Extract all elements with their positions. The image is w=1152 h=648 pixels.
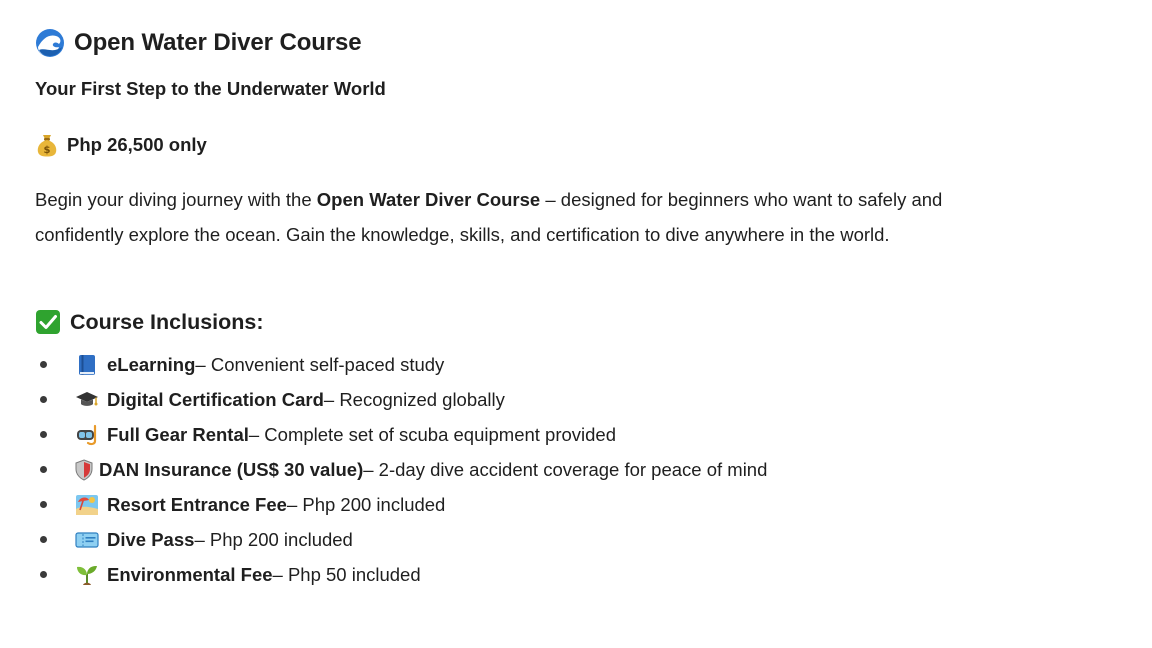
intro-suffix: – designed for beginners who want to safely and confidently explore the ocean. Gain the knowledge, skills, and certification to dive anywhere in the world.: [35, 189, 943, 245]
inclusion-title: eLearning: [107, 353, 196, 375]
money-bag-icon: [35, 133, 59, 157]
inclusion-desc: – Convenient self-paced study: [195, 353, 445, 375]
inclusion-title: Full Gear Rental: [107, 423, 249, 445]
intro-prefix: Begin your diving journey with the: [35, 189, 317, 210]
price-text: Php 26,500 only: [67, 134, 207, 155]
page-title-text: Open Water Diver Course: [74, 29, 362, 56]
list-item: [40, 347, 767, 382]
inclusion-desc: – Php 50 included: [272, 563, 421, 585]
bullet: [40, 431, 47, 438]
shield-icon: [75, 458, 93, 482]
price-line: [35, 133, 207, 157]
list-item: [40, 417, 767, 452]
list-item: [40, 382, 767, 417]
list-item: [40, 487, 767, 522]
wave-icon: [35, 28, 65, 58]
inclusion-title: DAN Insurance (US$ 30 value): [99, 458, 364, 480]
page-title: [35, 28, 362, 58]
inclusion-title: Digital Certification Card: [107, 388, 324, 410]
list-item: [40, 557, 767, 592]
inclusions-heading: [35, 309, 264, 335]
ticket-icon: [75, 528, 99, 552]
inclusion-desc: – Recognized globally: [323, 388, 505, 410]
list-item: [40, 522, 767, 557]
list-item: [40, 452, 767, 487]
inclusion-title: Dive Pass: [107, 528, 195, 550]
page-subtitle: Your First Step to the Underwater World: [35, 78, 386, 99]
diving-mask-icon: [75, 423, 99, 447]
bullet: [40, 536, 47, 543]
seedling-icon: [75, 563, 99, 587]
inclusions-list: [40, 347, 767, 592]
inclusion-title: Environmental Fee: [107, 563, 273, 585]
inclusions-heading-text: Course Inclusions:: [70, 309, 264, 334]
graduation-cap-icon: [75, 388, 99, 412]
inclusion-title: Resort Entrance Fee: [107, 493, 287, 515]
beach-icon: [75, 493, 99, 517]
svg-text:$: $: [43, 145, 51, 156]
inclusion-desc: – 2-day dive accident coverage for peace of mind: [363, 458, 768, 480]
inclusion-desc: – Complete set of scuba equipment provided: [248, 423, 617, 445]
inclusion-desc: – Php 200 included: [286, 493, 446, 515]
bullet: [40, 501, 47, 508]
bullet: [40, 466, 47, 473]
check-mark-icon: [35, 309, 61, 335]
bullet: [40, 571, 47, 578]
intro-paragraph: [35, 182, 995, 252]
bullet: [40, 361, 47, 368]
inclusion-desc: – Php 200 included: [194, 528, 353, 550]
bullet: [40, 396, 47, 403]
intro-course-name: Open Water Diver Course: [316, 189, 541, 210]
book-icon: [75, 353, 99, 377]
